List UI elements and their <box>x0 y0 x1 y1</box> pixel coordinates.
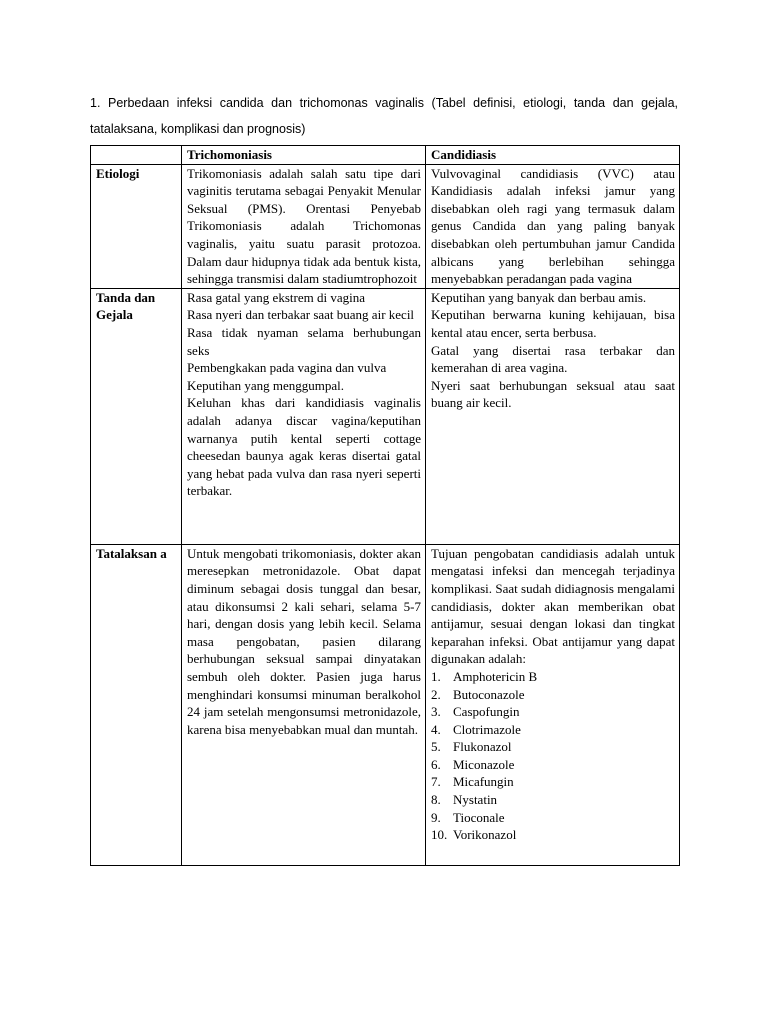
tatalaksana-trichomoniasis: Untuk mengobati trikomoniasis, dokter akan meresepkan metronidazole. Obat dapat diminum sebagai dosis tunggal dan besar, atau dikonsumsi 2 kali sehari, selama 5-7 hari, dengan dosis yang lebih kecil. Selama masa pengobatan, pasien dilarang berhubungan seksual sampai dinyatakan sembuh oleh dokter. Pasien juga harus menghindari konsumsi minuman beralkohol 24 jam setelah mengonsumsi metronidazole, karena bisa menyebabkan mual dan muntah. <box>182 544 426 865</box>
etiologi-trichomoniasis: Trikomoniasis adalah salah satu tipe dari vaginitis terutama sebagai Penyakit Menular Seksual (PMS). Orentasi Penyebab Trikomoniasis adalah Trichomonas vaginalis, yaitu suatu parasit protozoa. Dalam daur hidupnya tidak ada bentuk kista, sehingga transmisi dalam stadiumtrophozoit <box>182 164 426 288</box>
comparison-table <box>90 145 680 866</box>
list-item: 2. Butoconazole <box>431 686 525 702</box>
gejala-candida-item: Gatal yang disertai rasa terbakar dan kemerahan di area vagina. <box>431 342 675 376</box>
header-empty-cell <box>91 146 182 165</box>
list-item: 7. Micafungin <box>431 774 514 790</box>
gejala-tricho-item: Keputihan yang menggumpal. <box>187 377 345 393</box>
header-candidiasis: Candidiasis <box>426 146 680 165</box>
gejala-tricho-item: Pembengkakan pada vagina dan vulva <box>187 360 387 376</box>
gejala-candidiasis <box>426 288 680 544</box>
row-label-gejala: Tanda dan Gejala <box>91 288 182 544</box>
gejala-candida-item: Keputihan berwarna kuning kehijauan, bisa kental atau encer, serta berbusa. <box>431 307 675 340</box>
table-row-etiologi <box>91 164 680 288</box>
tatalaksana-candidiasis-intro: Tujuan pengobatan candidiasis adalah untuk mengatasi infeksi dan mencegah terjadinya komplikasi. Saat sudah didiagnosis mengalami candidiasis, dokter akan memberikan obat antijamur, sesuai dengan lokasi dan tingkat keparahan infeksi. Obat antijamur yang dapat digunakan adalah: <box>431 545 675 667</box>
gejala-tricho-item: Rasa tidak nyaman selama berhubungan seks <box>187 324 421 358</box>
gejala-candida-item: Nyeri saat berhubungan seksual atau saat buang air kecil. <box>431 377 675 411</box>
list-item: 6. Miconazole <box>431 756 515 772</box>
gejala-candida-item: Keputihan yang banyak dan berbau amis. <box>431 289 647 305</box>
list-item: 3. Caspofungin <box>431 704 520 720</box>
list-item: 4. Clotrimazole <box>431 721 521 737</box>
table-row-gejala <box>91 288 680 544</box>
document-heading: 1. Perbedaan infeksi candida dan trichomonas vaginalis (Tabel definisi, etiologi, tanda dan gejala, tatalaksana, komplikasi dan prognosis) <box>90 96 678 136</box>
list-item: 5. Flukonazol <box>431 739 512 755</box>
list-item: 1. Amphotericin B <box>431 668 538 684</box>
list-item: 10. Vorikonazol <box>431 827 517 843</box>
header-trichomoniasis: Trichomoniasis <box>182 146 426 165</box>
etiologi-candidiasis: Vulvovaginal candidiasis (VVC) atau Kandidiasis adalah infeksi jamur yang disebabkan oleh ragi yang termasuk dalam genus Candida dan yang paling banyak disebabkan oleh pertumbuhan jamur Candida albicans yang berlebihan sehingga menyebabkan peradangan pada vagina <box>426 164 680 288</box>
table-header-row <box>91 146 680 165</box>
list-item: 9. Tioconale <box>431 809 505 825</box>
gejala-tricho-item: Keluhan khas dari kandidiasis vaginalis adalah adanya discar vagina/keputihan warnanya putih kental seperti cottage cheesedan baunya agak keras disertai gatal yang hebat pada vulva dan rasa nyeri seperti terbakar. <box>187 395 421 499</box>
row-label-tatalaksana: Tatalaksan a <box>91 544 182 865</box>
tatalaksana-candidiasis <box>426 544 680 865</box>
antifungal-drug-list <box>431 668 675 844</box>
gejala-tricho-item: Rasa nyeri dan terbakar saat buang air kecil <box>187 307 415 323</box>
list-item: 8. Nystatin <box>431 792 498 808</box>
table-row-tatalaksana <box>91 544 680 865</box>
row-label-etiologi: Etiologi <box>91 164 182 288</box>
gejala-tricho-item: Rasa gatal yang ekstrem di vagina <box>187 289 365 305</box>
gejala-trichomoniasis <box>182 288 426 544</box>
